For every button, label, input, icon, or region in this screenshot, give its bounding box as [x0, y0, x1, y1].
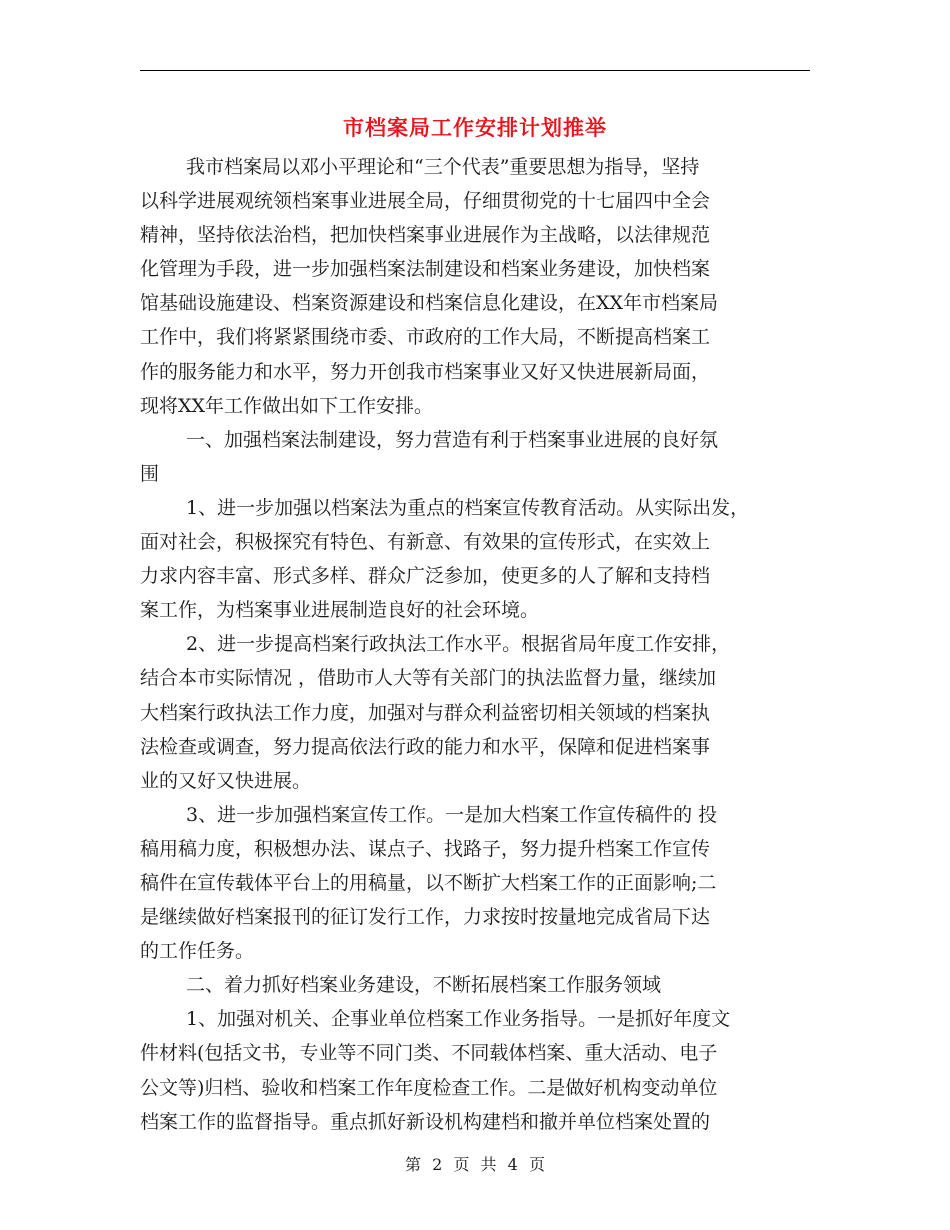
- footer-prefix: 第: [405, 1155, 422, 1174]
- text-line: 二、着力抓好档案业务建设，不断拓展档案工作服务领域: [186, 974, 662, 997]
- text-line: 3、进一步加强档案宣传工作。一是加大档案工作宣传稿件的 投: [186, 803, 718, 826]
- text-line: 是继续做好档案报刊的征订发行工作，力求按时按量地完成省局下达: [140, 906, 711, 929]
- text-line: 的工作任务。: [140, 940, 255, 963]
- footer-current-page: 2: [432, 1155, 443, 1174]
- footer-total-pages: 4: [507, 1155, 518, 1174]
- text-line: 大档案行政执法工作力度，加强对与群众利益密切相关领域的档案执: [140, 701, 711, 724]
- text-line: 件材料(包括文书，专业等不同门类、不同载体档案、重大活动、电子: [140, 1042, 718, 1065]
- text-line: 案工作，为档案事业进展制造良好的社会环境。: [140, 599, 540, 622]
- footer-suffix: 页: [528, 1155, 545, 1174]
- text-line: 作的服务能力和水平，努力开创我市档案事业又好又快进展新局面，: [140, 360, 711, 383]
- text-line: 稿件在宣传载体平台上的用稿量，以不断扩大档案工作的正面影响;二: [140, 871, 717, 894]
- text-line: 力求内容丰富、形式多样、群众广泛参加，使更多的人了解和支持档: [140, 565, 711, 588]
- text-line: 面对社会，积极探究有特色、有新意、有效果的宣传形式，在实效上: [140, 531, 711, 554]
- text-line: 1、加强对机关、企事业单位档案工作业务指导。一是抓好年度文: [186, 1008, 731, 1031]
- page-footer: [0, 1152, 950, 1175]
- document-title: 市档案局工作安排计划推举: [343, 115, 607, 140]
- header-rule: [140, 70, 810, 71]
- text-line: 1、进一步加强以档案法为重点的档案宣传教育活动。从实际出发，: [186, 496, 750, 519]
- text-line: 围: [140, 462, 160, 485]
- footer-page-unit: 页: [453, 1155, 470, 1174]
- text-line: 结合本市实际情况 ，借助市人大等有关部门的执法监督力量，继续加: [140, 667, 717, 690]
- text-line: 化管理为手段，进一步加强档案法制建设和档案业务建设，加快档案: [140, 258, 711, 281]
- text-line: 以科学进展观统领档案事业进展全局，仔细贯彻党的十七届四中全会: [140, 190, 711, 213]
- text-line: 法检查或调查，努力提高依法行政的能力和水平，保障和促进档案事: [140, 735, 711, 758]
- text-line: 2、进一步提高档案行政执法工作水平。根据省局年度工作安排，: [186, 633, 731, 656]
- text-line: 稿用稿力度，积极想办法、谋点子、找路子，努力提升档案工作宣传: [140, 837, 711, 860]
- text-line: 馆基础设施建设、档案资源建设和档案信息化建设，在XX年市档案局: [140, 292, 719, 315]
- footer-total-prefix: 共: [480, 1155, 497, 1174]
- text-line: 公文等)归档、验收和档案工作年度检查工作。二是做好机构变动单位: [140, 1076, 718, 1099]
- text-line: 现将XX年工作做出如下工作安排。: [140, 394, 434, 417]
- text-line: 工作中，我们将紧紧围绕市委、市政府的工作大局，不断提高档案工: [140, 326, 711, 349]
- text-line: 业的又好又快进展。: [140, 769, 312, 792]
- document-body: [140, 150, 820, 1139]
- text-line: 一、加强档案法制建设，努力营造有利于档案事业进展的良好氛: [186, 428, 719, 451]
- text-line: 我市档案局以邓小平理论和“三个代表”重要思想为指导，坚持: [186, 156, 700, 178]
- text-line: 精神，坚持依法治档，把加快档案事业进展作为主战略，以法律规范: [140, 224, 711, 247]
- text-line: 档案工作的监督指导。重点抓好新设机构建档和撤并单位档案处置的: [140, 1110, 711, 1133]
